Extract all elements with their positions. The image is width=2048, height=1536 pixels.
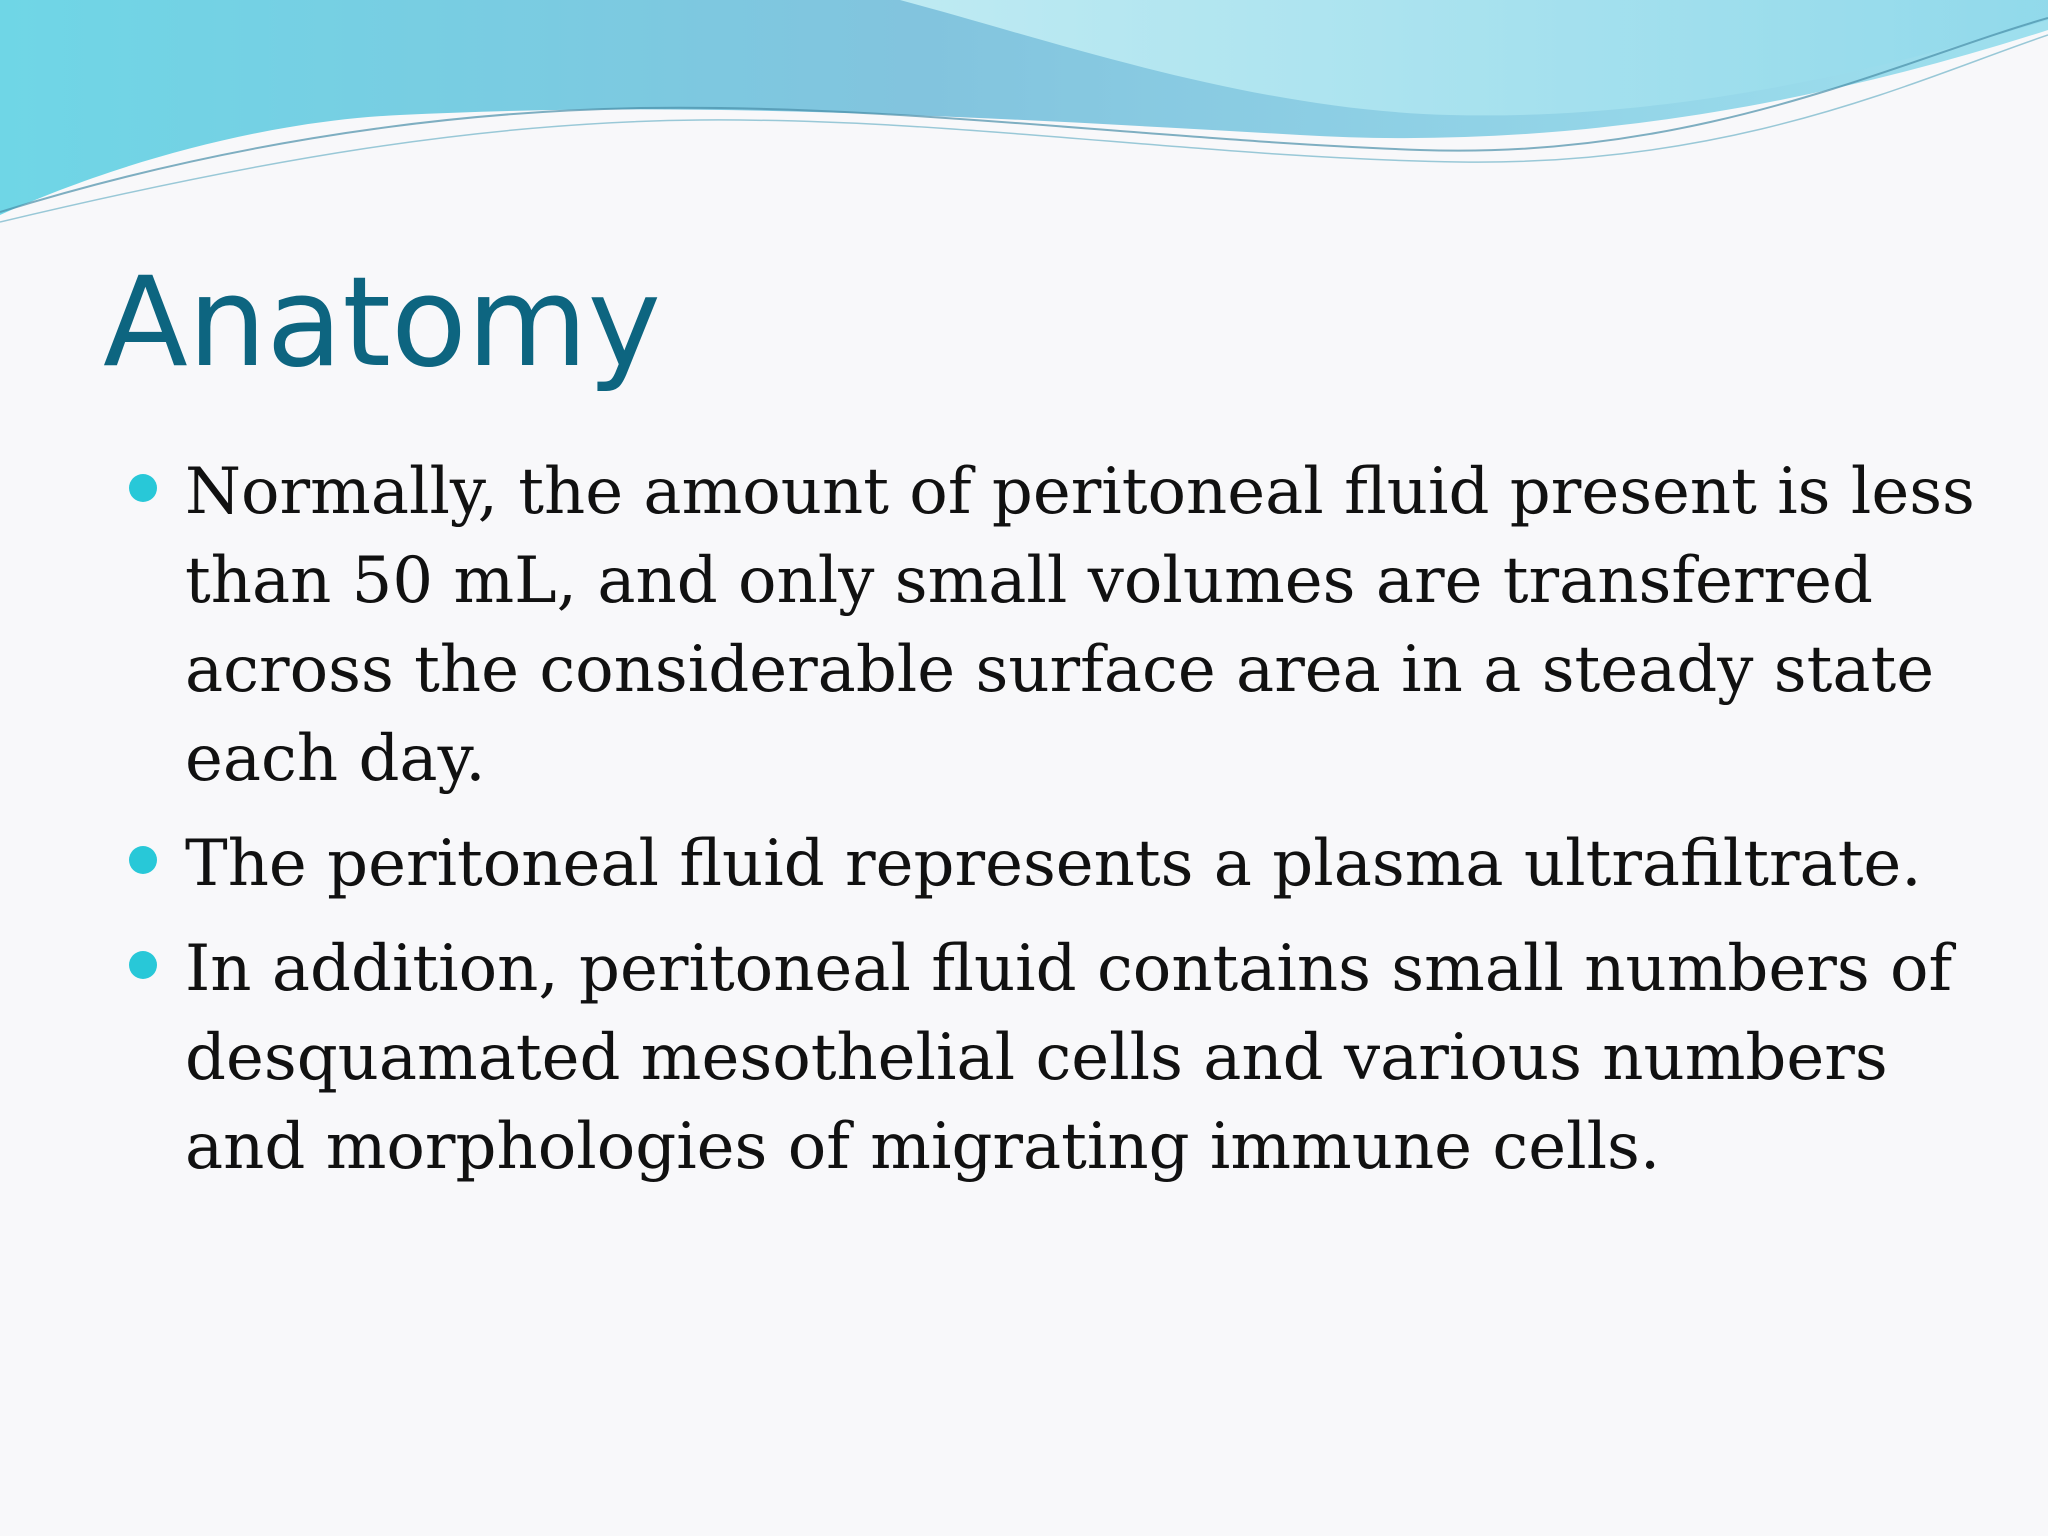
bullet-dot-icon — [129, 474, 157, 502]
slide-title: Anatomy — [103, 251, 662, 395]
bullet-item — [128, 820, 1978, 909]
bullet-text: In addition, peritoneal fluid contains small numbers of desquamated mesothelial cells and various numbers and morphologies of migrating immune cells. — [185, 932, 1953, 1184]
bullet-text: The peritoneal fluid represents a plasma ultrafiltrate. — [185, 827, 1922, 901]
bullet-dot-icon — [129, 951, 157, 979]
bullet-list — [128, 448, 1978, 1208]
bullet-item — [128, 925, 1978, 1192]
header-wave-decoration — [0, 0, 2048, 240]
bullet-text: Normally, the amount of peritoneal fluid present is less than 50 mL, and only small volumes are transferred across the considerable surface area in a steady state each day. — [185, 455, 1975, 796]
bullet-item — [128, 448, 1978, 804]
bullet-dot-icon — [129, 846, 157, 874]
